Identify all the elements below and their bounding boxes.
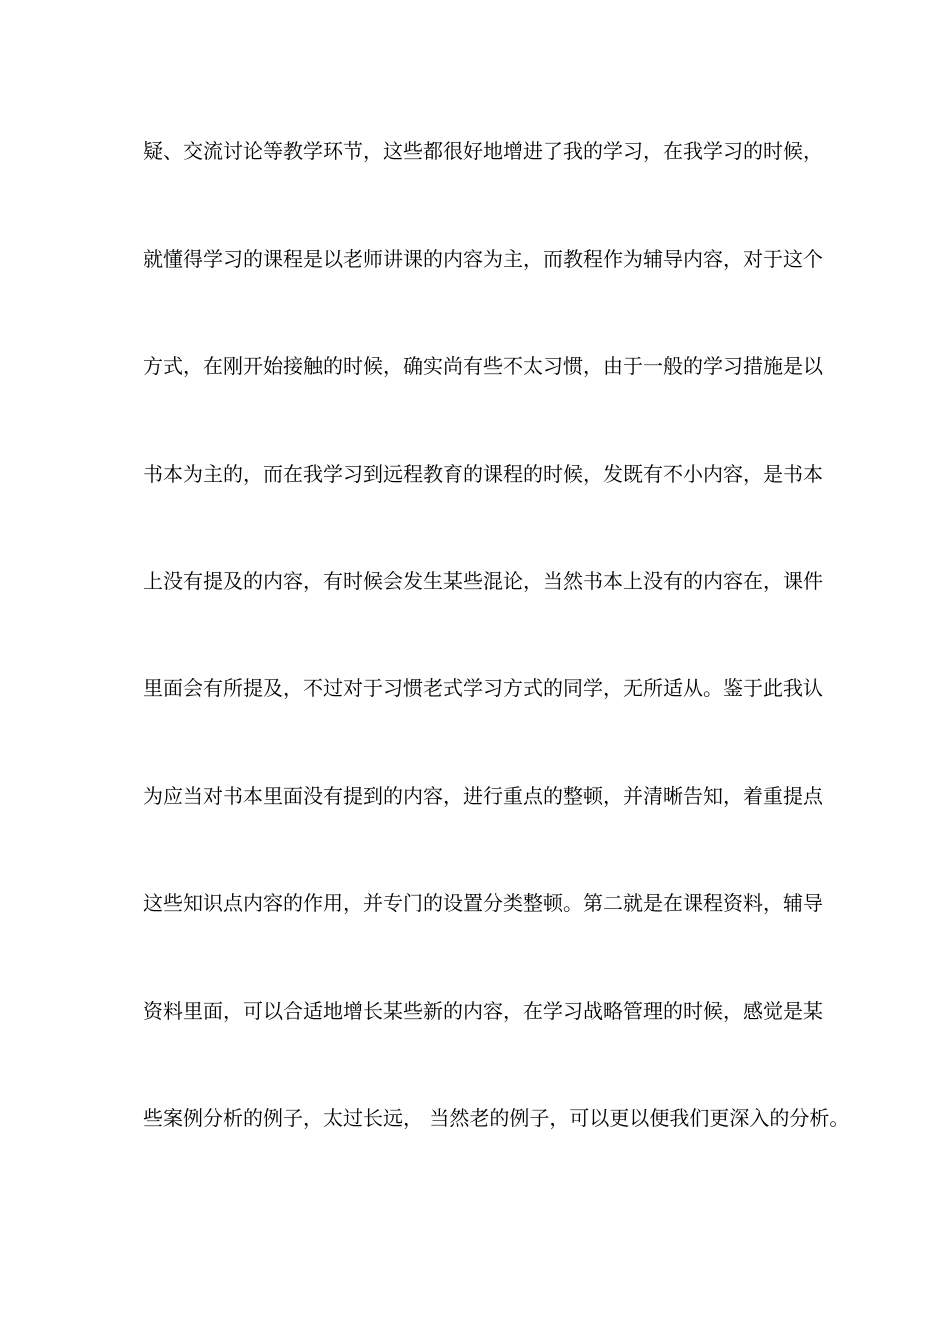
paragraph-line: 方式，在刚开始接触的时候，确实尚有些不太习惯，由于一般的学习措施是以: [143, 354, 823, 378]
paragraph-line: 这些知识点内容的作用，并专门的设置分类整顿。第二就是在课程资料，辅导: [143, 891, 823, 915]
paragraph-line: 些案例分析的例子，太过长远， 当然老的例子，可以更以便我们更深入的分析。: [143, 1106, 850, 1130]
paragraph-line: 资料里面，可以合适地增长某些新的内容，在学习战略管理的时候，感觉是某: [143, 999, 823, 1023]
paragraph-line: 就懂得学习的课程是以老师讲课的内容为主，而教程作为辅导内容，对于这个: [143, 247, 823, 271]
paragraph-line: 里面会有所提及，不过对于习惯老式学习方式的同学，无所适从。鉴于此我认: [143, 676, 823, 700]
paragraph-line: 疑、交流讨论等教学环节，这些都很好地增进了我的学习，在我学习的时候，: [143, 139, 823, 163]
paragraph-line: 为应当对书本里面没有提到的内容，进行重点的整顿，并清晰告知，着重提点: [143, 784, 823, 808]
paragraph-line: 书本为主的，而在我学习到远程教育的课程的时候，发既有不小内容，是书本: [143, 462, 823, 486]
paragraph-line: 上没有提及的内容，有时候会发生某些混论，当然书本上没有的内容在，课件: [143, 569, 823, 593]
